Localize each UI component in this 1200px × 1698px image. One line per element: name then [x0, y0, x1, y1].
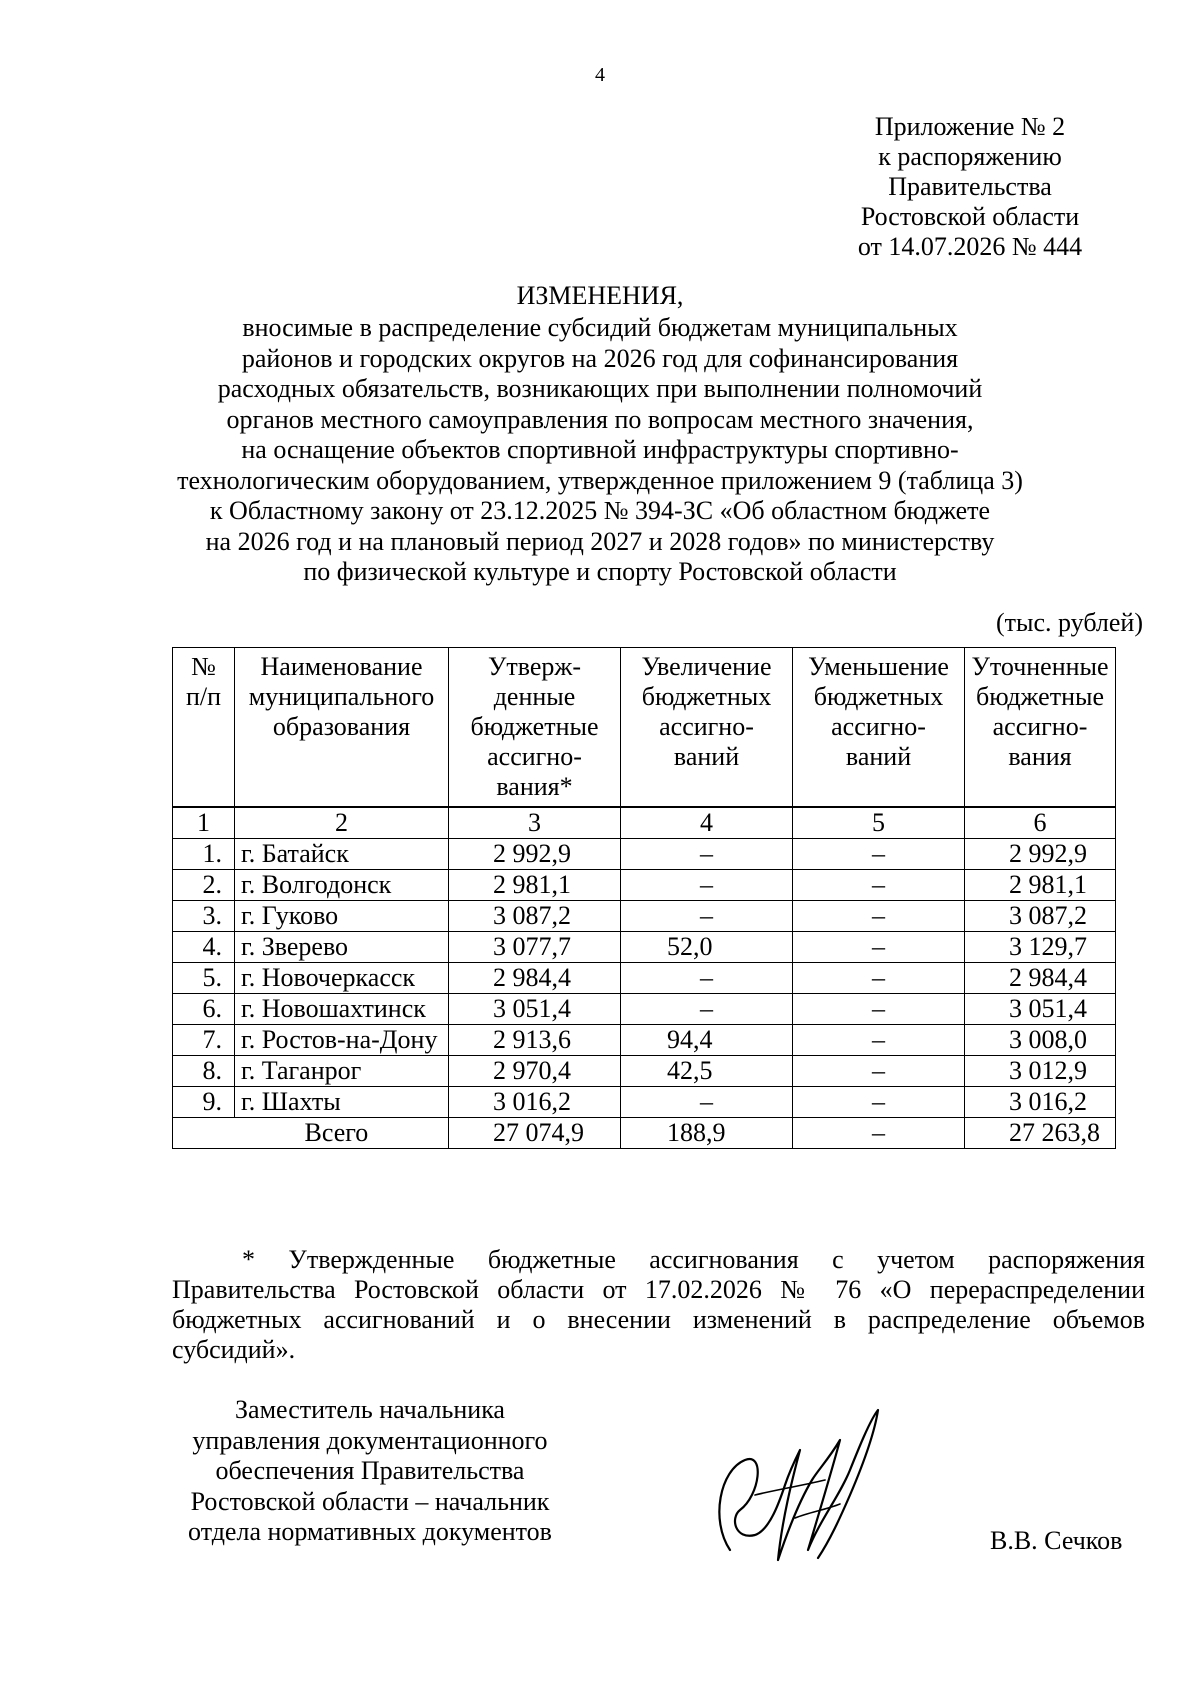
header-line: ваний — [673, 742, 740, 771]
row-updated: 3 016,2 — [965, 1087, 1116, 1118]
row-number: 9. — [173, 1087, 235, 1118]
row-approved: 3 077,7 — [449, 932, 621, 963]
row-municipality: г. Зверево — [235, 932, 449, 963]
header-line: Наименование — [260, 652, 423, 681]
subtitle-line: вносимые в распределение субсидий бюджетам муниципальных — [242, 313, 958, 342]
row-number: 6. — [173, 994, 235, 1025]
header-line: ассигно- — [659, 712, 754, 741]
appendix-block — [820, 112, 1120, 262]
row-updated: 3 129,7 — [965, 932, 1116, 963]
row-approved: 2 970,4 — [449, 1056, 621, 1087]
header-line: ассигно- — [831, 712, 926, 741]
row-increase: – — [621, 901, 793, 932]
row-updated: 3 012,9 — [965, 1056, 1116, 1087]
row-decrease: – — [793, 870, 965, 901]
header-line: Уточненные — [971, 652, 1109, 681]
column-number: 4 — [621, 807, 793, 839]
signer-position-line: управления документационного — [192, 1425, 548, 1455]
header-line: вания — [1008, 742, 1072, 771]
row-increase: – — [621, 839, 793, 870]
column-number: 1 — [173, 807, 235, 839]
column-number-row — [173, 807, 1116, 839]
row-municipality: г. Гуково — [235, 901, 449, 932]
total-decrease: – — [793, 1118, 965, 1149]
row-increase: – — [621, 963, 793, 994]
header-line: бюджетные — [470, 712, 599, 741]
column-number: 5 — [793, 807, 965, 839]
header-increase — [621, 648, 793, 808]
row-approved: 3 087,2 — [449, 901, 621, 932]
row-approved: 3 051,4 — [449, 994, 621, 1025]
row-municipality: г. Новошахтинск — [235, 994, 449, 1025]
table-row — [173, 1087, 1116, 1118]
header-line: Увеличение — [641, 652, 772, 681]
row-approved: 2 984,4 — [449, 963, 621, 994]
row-number: 5. — [173, 963, 235, 994]
row-approved: 2 992,9 — [449, 839, 621, 870]
header-line: ваний — [845, 742, 912, 771]
row-number: 8. — [173, 1056, 235, 1087]
header-line: вания* — [496, 772, 573, 801]
header-line: ассигно- — [487, 742, 582, 771]
header-decrease — [793, 648, 965, 808]
table-header-row — [173, 648, 1116, 808]
document-subtitle — [100, 313, 1100, 588]
appendix-line: Приложение № 2 — [874, 112, 1066, 141]
header-line: образования — [272, 712, 411, 741]
total-updated: 27 263,8 — [965, 1118, 1116, 1149]
total-approved: 27 074,9 — [449, 1118, 621, 1149]
row-municipality: г. Таганрог — [235, 1056, 449, 1087]
row-approved: 3 016,2 — [449, 1087, 621, 1118]
row-increase: 52,0 — [621, 932, 793, 963]
column-number: 3 — [449, 807, 621, 839]
header-line: ассигно- — [992, 712, 1088, 741]
row-increase: – — [621, 994, 793, 1025]
row-increase: 42,5 — [621, 1056, 793, 1087]
total-row — [173, 1118, 1116, 1149]
header-line: Утверж- — [487, 652, 582, 681]
table-row — [173, 901, 1116, 932]
row-approved: 2 913,6 — [449, 1025, 621, 1056]
row-municipality: г. Волгодонск — [235, 870, 449, 901]
header-approved — [449, 648, 621, 808]
total-empty-cell — [173, 1118, 235, 1149]
subtitle-line: по физической культуре и спорту Ростовской области — [303, 557, 897, 586]
signer-position — [160, 1395, 580, 1548]
column-number: 2 — [235, 807, 449, 839]
header-line: № — [191, 652, 216, 681]
header-line: бюджетные — [975, 682, 1104, 711]
row-municipality: г. Ростов-на-Дону — [235, 1025, 449, 1056]
row-approved: 2 981,1 — [449, 870, 621, 901]
handwritten-signature — [700, 1400, 900, 1570]
signer-position-line: Заместитель начальника — [235, 1395, 505, 1424]
row-decrease: – — [793, 994, 965, 1025]
subtitle-line: органов местного самоуправления по вопросам местного значения, — [226, 404, 974, 434]
appendix-line: Правительства — [888, 172, 1052, 201]
row-municipality: г. Батайск — [235, 839, 449, 870]
total-label: Всего — [235, 1118, 449, 1149]
row-updated: 3 087,2 — [965, 901, 1116, 932]
row-number: 7. — [173, 1025, 235, 1056]
signer-name: В.В. Сечков — [990, 1526, 1123, 1555]
row-decrease: – — [793, 839, 965, 870]
footnote: * Утвержденные бюджетные ассигнования с учетом распоряжения Правительства Ростовской области от 17.02.2026 № 76 «О перераспределении бюджетных ассигнований и о внесении изменений в распределение объемов субсидий». — [172, 1245, 1145, 1364]
header-line: денные — [493, 682, 576, 711]
header-line: бюджетных — [813, 682, 944, 711]
subtitle-line: районов и городских округов на 2026 год для софинансирования — [241, 343, 959, 373]
header-line: бюджетных — [641, 682, 772, 711]
header-municipality — [235, 648, 449, 808]
subtitle-line: на оснащение объектов спортивной инфраструктуры спортивно- — [241, 435, 959, 464]
row-municipality: г. Шахты — [235, 1087, 449, 1118]
row-updated: 2 981,1 — [965, 870, 1116, 901]
row-decrease: – — [793, 1056, 965, 1087]
total-increase: 188,9 — [621, 1118, 793, 1149]
subtitle-line: расходных обязательств, возникающих при выполнении полномочий — [217, 374, 983, 403]
row-decrease: – — [793, 932, 965, 963]
signer-position-line: обеспечения Правительства — [215, 1456, 525, 1485]
header-line: п/п — [185, 682, 222, 711]
table-row — [173, 1056, 1116, 1087]
header-line: Уменьшение — [808, 652, 949, 681]
row-decrease: – — [793, 963, 965, 994]
row-number: 2. — [173, 870, 235, 901]
appendix-line: Ростовской области — [860, 202, 1080, 231]
row-decrease: – — [793, 1087, 965, 1118]
signature-drawing — [700, 1400, 900, 1570]
subtitle-line: на 2026 год и на плановый период 2027 и 2028 годов» по министерству — [205, 526, 995, 556]
row-increase: – — [621, 870, 793, 901]
row-number: 3. — [173, 901, 235, 932]
row-updated: 2 992,9 — [965, 839, 1116, 870]
row-number: 4. — [173, 932, 235, 963]
page-number: 4 — [595, 64, 605, 86]
signer-position-line: Ростовской области – начальник — [190, 1486, 550, 1516]
table-row — [173, 932, 1116, 963]
row-decrease: – — [793, 1025, 965, 1056]
row-increase: 94,4 — [621, 1025, 793, 1056]
table-row — [173, 963, 1116, 994]
header-line: муниципального — [248, 682, 435, 711]
document-title: ИЗМЕНЕНИЯ, — [516, 281, 684, 310]
row-municipality: г. Новочеркасск — [235, 963, 449, 994]
subtitle-line: технологическим оборудованием, утвержденное приложением 9 (таблица 3) — [177, 465, 1023, 495]
row-updated: 3 008,0 — [965, 1025, 1116, 1056]
header-number — [173, 648, 235, 808]
appendix-line: от 14.07.2026 № 444 — [857, 232, 1083, 261]
table-row — [173, 1025, 1116, 1056]
row-decrease: – — [793, 901, 965, 932]
column-number: 6 — [965, 807, 1116, 839]
row-updated: 3 051,4 — [965, 994, 1116, 1025]
appendix-line: к распоряжению — [878, 142, 1062, 171]
subsidy-table — [172, 647, 1116, 1149]
units-label: (тыс. рублей) — [995, 608, 1143, 637]
table-row — [173, 994, 1116, 1025]
table-row — [173, 870, 1116, 901]
subtitle-line: к Областному закону от 23.12.2025 № 394-ЗС «Об областном бюджете — [209, 496, 991, 525]
signer-position-line: отдела нормативных документов — [188, 1517, 552, 1546]
table-row — [173, 839, 1116, 870]
header-updated — [965, 648, 1116, 808]
row-number: 1. — [173, 839, 235, 870]
row-updated: 2 984,4 — [965, 963, 1116, 994]
row-increase: – — [621, 1087, 793, 1118]
